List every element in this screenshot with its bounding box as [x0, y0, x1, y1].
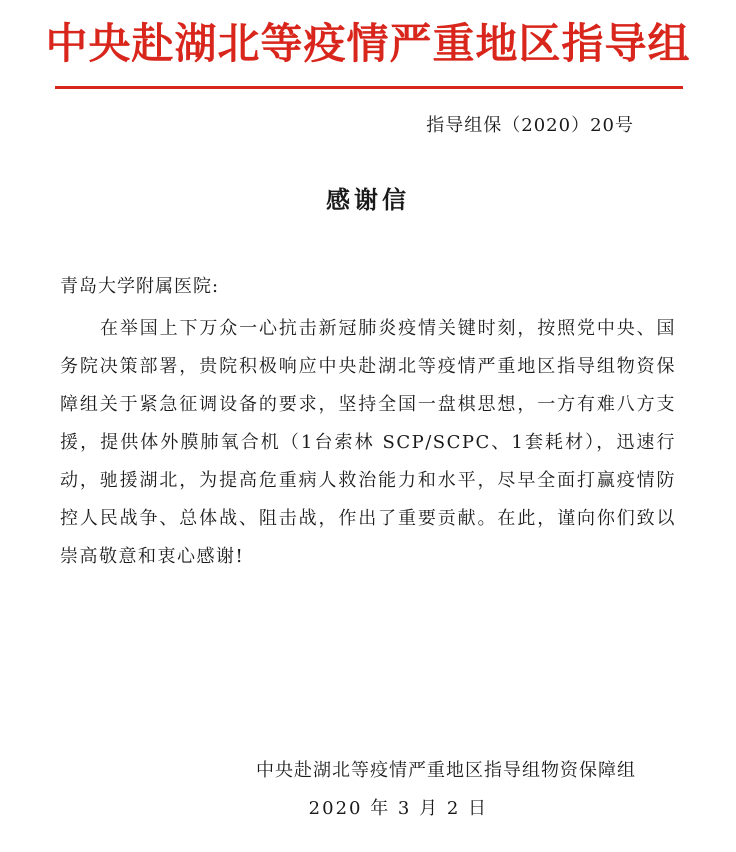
document-number: 指导组保（2020）20号: [426, 115, 634, 136]
letterhead-divider: [55, 86, 683, 89]
letterhead-title: 中央赴湖北等疫情严重地区指导组: [45, 19, 691, 68]
letterhead-divider-line: [55, 86, 683, 89]
signature-date: 2020 年 3 月 2 日: [308, 798, 488, 819]
letter-heading: 感谢信: [326, 186, 410, 214]
letter-salutation: 青岛大学附属医院:: [60, 276, 220, 297]
letter-body: 在举国上下万众一心抗击新冠肺炎疫情关键时刻，按照党中央、国务院决策部署，贵院积极响应中央赴湖北等疫情严重地区指导组物资保障组关于紧急征调设备的要求，坚持全国一盘棋思想，一方有难八方支援，提供体外膜肺氧合机（1台索林 SCP/SCPC、1套耗材），迅速行动，驰援湖北，为提高危重病人救治能力和水平，尽早全面打赢疫情防控人民战争、总体战、阻击战，作出了重要贡献。在此，谨向你们致以崇高敬意和衷心感谢!: [60, 318, 676, 567]
signature-organization: 中央赴湖北等疫情严重地区指导组物资保障组: [256, 760, 636, 781]
